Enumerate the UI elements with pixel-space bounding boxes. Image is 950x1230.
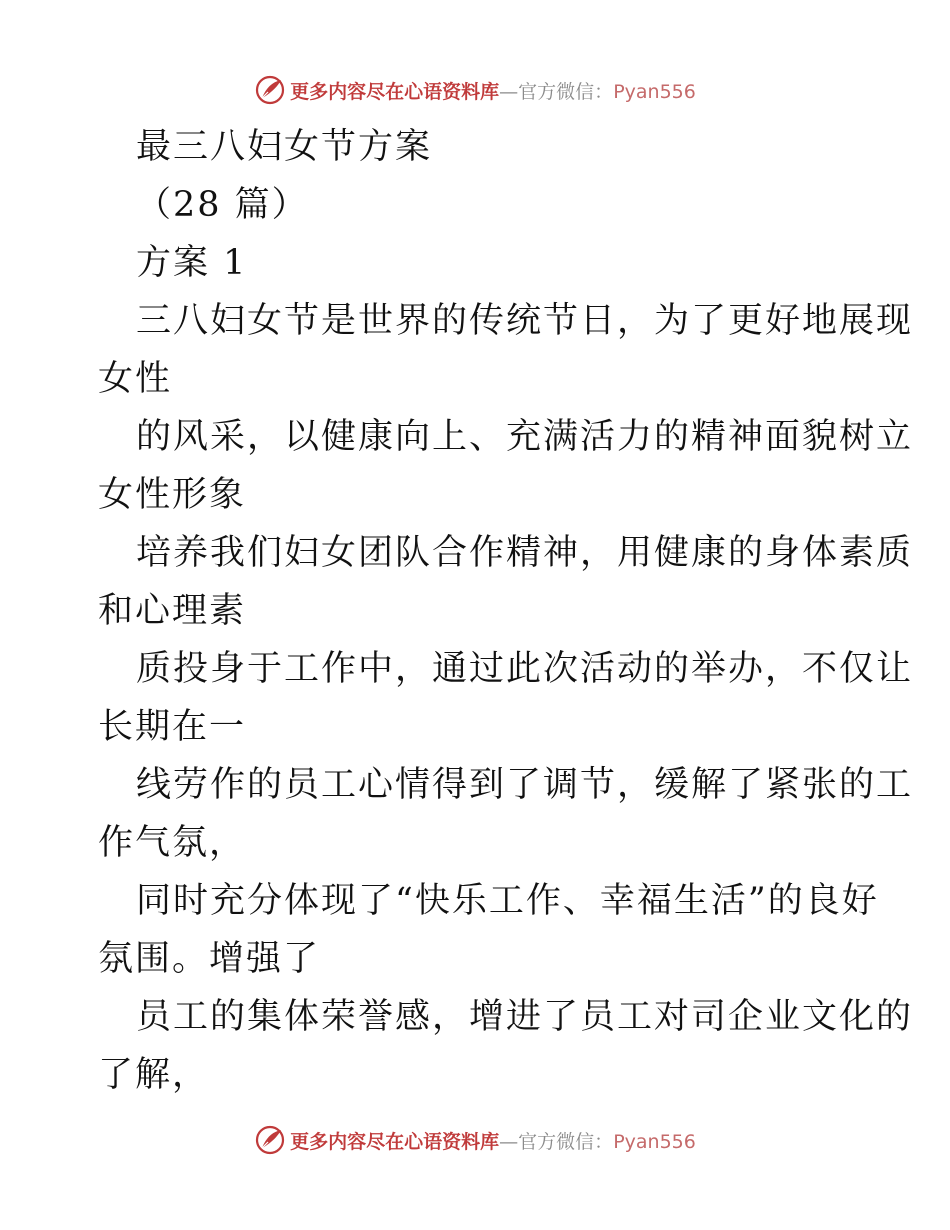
document-title: 最三八妇女节方案: [136, 127, 433, 167]
watermark-wechat-id: Pyan556: [613, 80, 696, 103]
feather-pen-logo-icon: [254, 74, 286, 106]
document-subtitle: （28 篇）: [136, 185, 309, 225]
text-line: 线劳作的员工心情得到了调节，缓解了紧张的工: [136, 765, 914, 805]
watermark-header: [0, 70, 950, 110]
text-line: 作气氛，: [98, 823, 247, 863]
document-body: [98, 118, 914, 1104]
text-line: 方案 1: [136, 243, 248, 283]
watermark-brand: 更多内容尽在心语资料库: [290, 80, 500, 103]
text-line: 女性: [98, 359, 173, 399]
watermark-wechat-label: 官方微信：: [518, 80, 614, 103]
watermark-wechat-id: Pyan556: [613, 1130, 696, 1153]
text-line: 的风采，以健康向上、充满活力的精神面貌树立: [136, 417, 914, 457]
text-line: 培养我们妇女团队合作精神，用健康的身体素质: [136, 533, 914, 573]
text-line: 同时充分体现了“快乐工作、幸福生活”的良好: [136, 881, 879, 921]
text-line: 员工的集体荣誉感，增进了员工对司企业文化的: [136, 997, 914, 1037]
watermark-footer: [0, 1120, 950, 1160]
text-line: 质投身于工作中，通过此次活动的举办，不仅让: [136, 649, 914, 689]
watermark-text: [290, 77, 696, 104]
watermark-wechat-label: 官方微信：: [518, 1130, 614, 1153]
watermark-text: [290, 1127, 696, 1154]
text-line: 长期在一: [98, 707, 247, 747]
text-line: 和心理素: [98, 591, 247, 631]
watermark-brand: 更多内容尽在心语资料库: [290, 1130, 500, 1153]
watermark-dash: —: [499, 80, 519, 103]
text-line: 了解，: [98, 1055, 210, 1095]
watermark-dash: —: [499, 1130, 519, 1153]
text-line: 氛围。增强了: [98, 939, 321, 979]
feather-pen-logo-icon: [254, 1124, 286, 1156]
text-line: 女性形象: [98, 475, 247, 515]
text-line: 三八妇女节是世界的传统节日，为了更好地展现: [136, 301, 914, 341]
